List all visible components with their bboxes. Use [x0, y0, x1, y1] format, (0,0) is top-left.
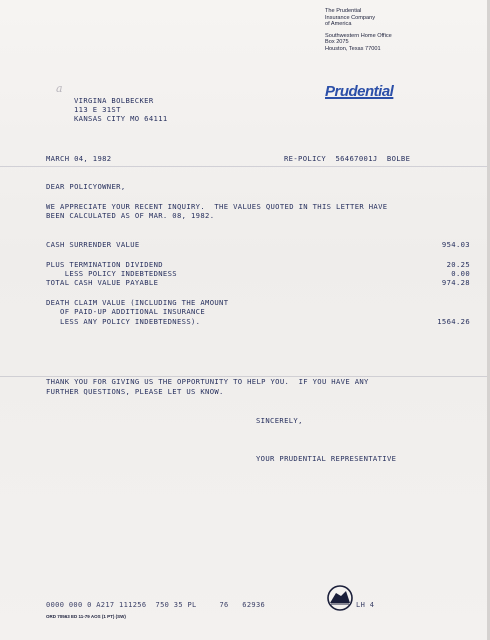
- death-claim-line: LESS ANY POLICY INDEBTEDNESS).: [46, 317, 201, 326]
- intro-text-line: BEEN CALCULATED AS OF MAR. 08, 1982.: [46, 211, 215, 220]
- closing-text-line: FURTHER QUESTIONS, PLEASE LET US KNOW.: [46, 387, 224, 396]
- company-name-line: Insurance Company: [325, 14, 376, 21]
- form-code: ORD 70563 ED 11-79 AOS (1 PT) (SW): [46, 614, 126, 619]
- termination-dividend-value: 20.25: [446, 260, 470, 269]
- prudential-rock-icon: [327, 585, 353, 611]
- office-box: Box 2075: [325, 39, 349, 46]
- footer-lh: LH 4: [356, 601, 375, 609]
- addressee-city: KANSAS CITY MO 64111: [74, 114, 168, 123]
- termination-dividend-label: PLUS TERMINATION DIVIDEND: [46, 260, 163, 269]
- letter-date: MARCH 04, 1982: [46, 154, 112, 163]
- closing-text-line: THANK YOU FOR GIVING US THE OPPORTUNITY TO HELP YOU. IF YOU HAVE ANY: [46, 377, 369, 386]
- company-name-line: The Prudential: [325, 8, 362, 14]
- company-name-line: of America: [325, 21, 352, 28]
- sincerely: SINCERELY,: [256, 416, 303, 425]
- total-cash-value: 974.28: [441, 278, 470, 287]
- policy-indebtedness-label: LESS POLICY INDEBTEDNESS: [46, 269, 177, 278]
- fold-line: [0, 166, 490, 167]
- signature: YOUR PRUDENTIAL REPRESENTATIVE: [256, 454, 397, 463]
- death-claim-line: DEATH CLAIM VALUE (INCLUDING THE AMOUNT: [46, 298, 229, 307]
- policy-reference: RE-POLICY 56467001J BOLBE: [284, 154, 411, 163]
- addressee-street: 113 E 31ST: [74, 105, 121, 114]
- office-name: Southwestern Home Office: [325, 32, 392, 39]
- salutation: DEAR POLICYOWNER,: [46, 182, 126, 191]
- policy-indebtedness-value: 0.00: [451, 269, 470, 278]
- death-claim-value: 1564.26: [437, 317, 470, 326]
- cash-surrender-value: 954.03: [441, 240, 470, 249]
- death-claim-line: OF PAID-UP ADDITIONAL INSURANCE: [46, 307, 206, 316]
- office-city: Houston, Texas 77001: [325, 45, 381, 52]
- prudential-logo: Prudential: [325, 83, 394, 100]
- footer-codeline: 0000 000 0 A217 111256 750 35 PL 76 62936: [46, 601, 266, 609]
- intro-text-line: WE APPRECIATE YOUR RECENT INQUIRY. THE VALUES QUOTED IN THIS LETTER HAVE: [46, 202, 388, 211]
- pencil-mark: a: [56, 82, 63, 95]
- addressee-name: VIRGINA BOLBECKER: [74, 96, 154, 105]
- cash-surrender-label: CASH SURRENDER VALUE: [46, 240, 140, 249]
- company-address-block: [325, 8, 392, 53]
- total-cash-label: TOTAL CASH VALUE PAYABLE: [46, 278, 159, 287]
